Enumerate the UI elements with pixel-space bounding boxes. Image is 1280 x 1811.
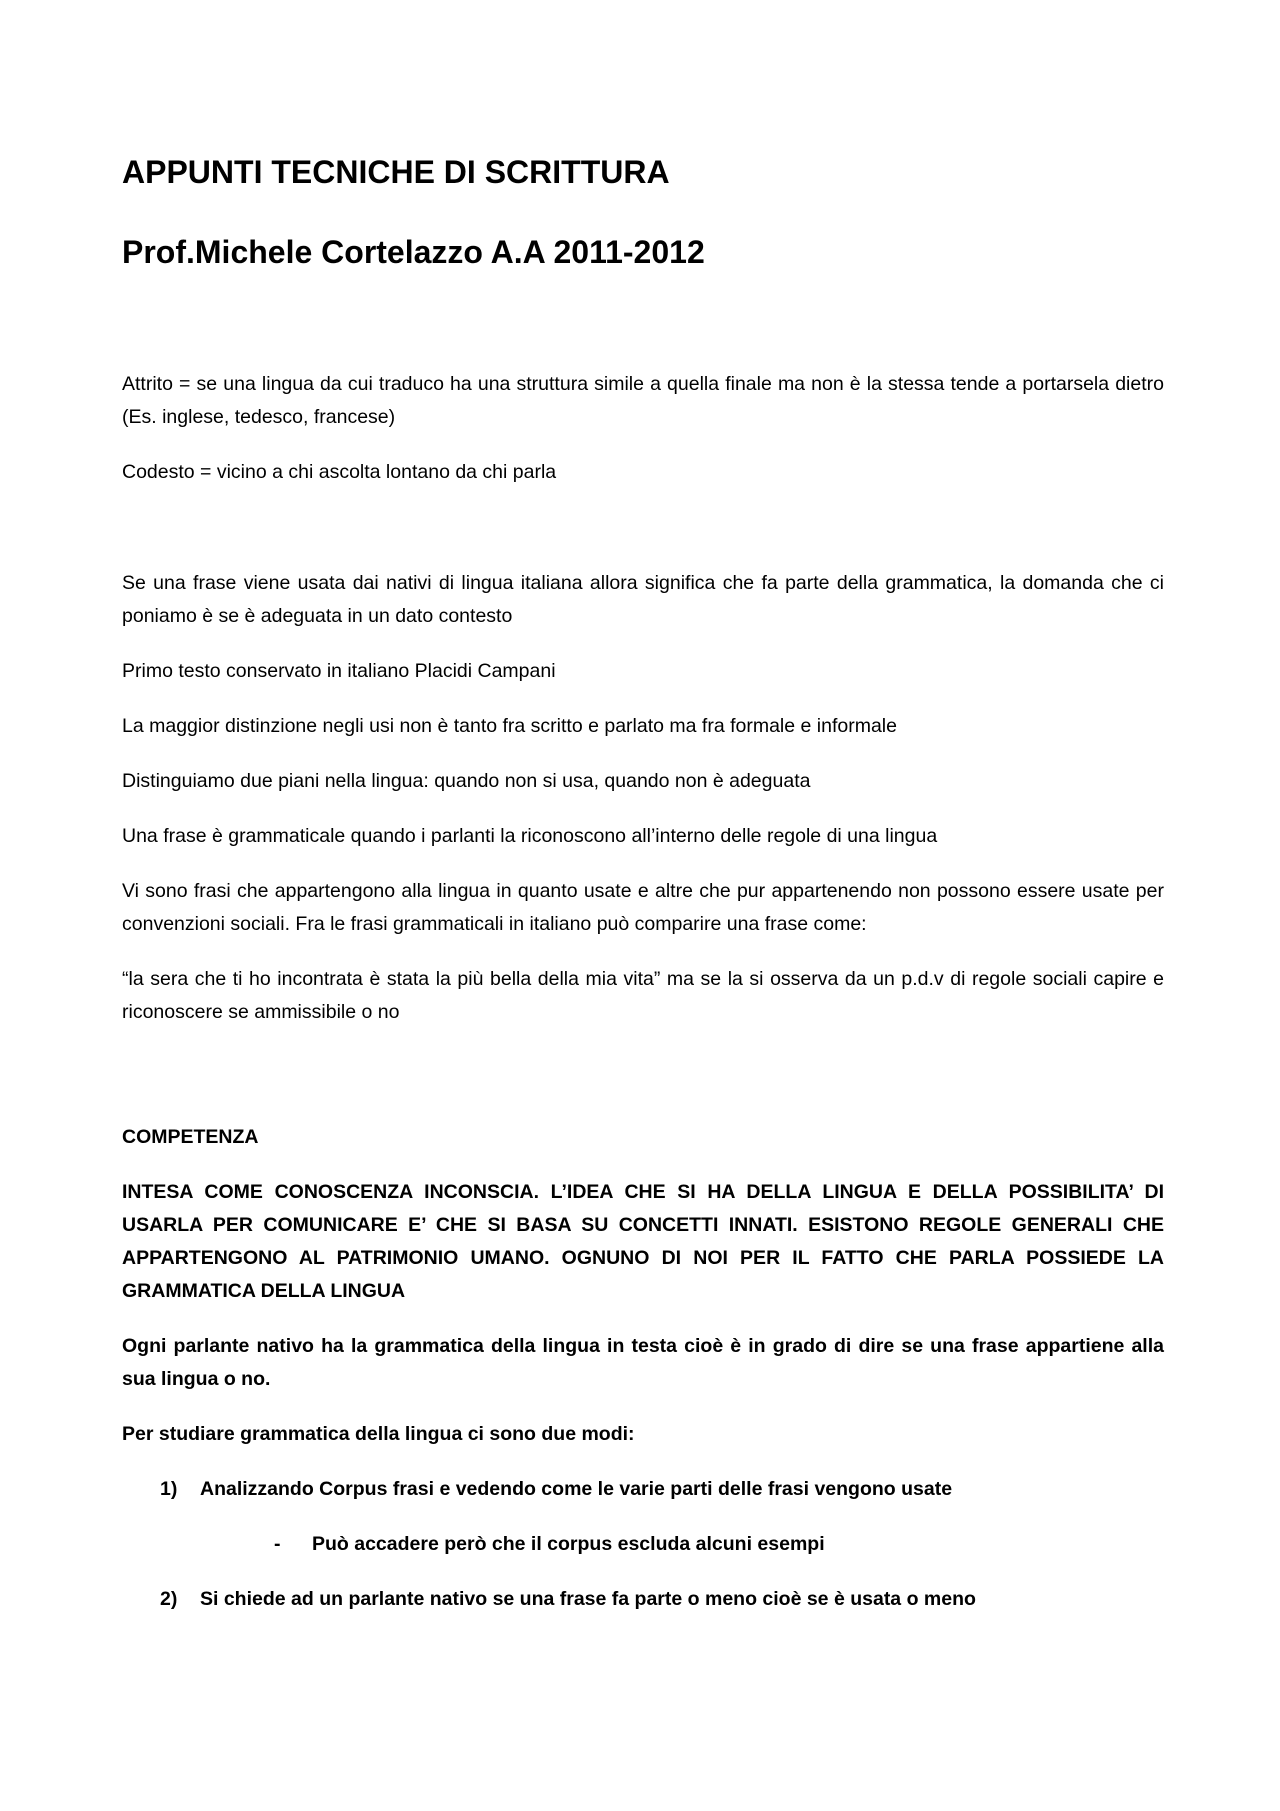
paragraph-codesto: Codesto = vicino a chi ascolta lontano da chi parla — [122, 461, 557, 483]
paragraph: Vi sono frasi che appartengono alla lingua in quanto usate e altre che pur appartenendo non possono essere usate per convenzioni sociali. Fra le frasi grammaticali in italiano può comparire una frase come: — [122, 880, 1164, 935]
paragraph: Se una frase viene usata dai nativi di lingua italiana allora significa che fa parte della grammatica, la domanda che ci poniamo è se è adeguata in un dato contesto — [122, 572, 1164, 627]
spacer — [122, 1051, 1164, 1121]
spacer — [122, 511, 1164, 567]
paragraph-native-speaker: Ogni parlante nativo ha la grammatica della lingua in testa cioè è in grado di dire se una frase appartiene alla sua lingua o no. — [122, 1335, 1164, 1390]
list-number: 1) — [160, 1478, 178, 1500]
sub-list-item-text: Può accadere però che il corpus escluda alcuni esempi — [312, 1533, 825, 1555]
paragraph-quote: “la sera che ti ho incontrata è stata la più bella della mia vita” ma se la si osserva da un p.d.v di regole sociali capire e riconoscere se ammissibile o no — [122, 968, 1164, 1023]
list-item — [122, 1583, 1164, 1616]
list-number: 2) — [160, 1588, 178, 1610]
paragraph: Distinguiamo due piani nella lingua: quando non si usa, quando non è adeguata — [122, 770, 811, 792]
paragraph: Una frase è grammaticale quando i parlanti la riconoscono all’interno delle regole di una lingua — [122, 825, 938, 847]
section-heading-competenza: COMPETENZA — [122, 1126, 259, 1148]
page-subtitle: Prof.Michele Cortelazzo A.A 2011-2012 — [122, 234, 705, 270]
list-intro: Per studiare grammatica della lingua ci sono due modi: — [122, 1423, 635, 1445]
list-item-text: Analizzando Corpus frasi e vedendo come le varie parti delle frasi vengono usate — [200, 1478, 953, 1500]
sub-list-item — [122, 1528, 1164, 1561]
paragraph: Primo testo conservato in italiano Placidi Campani — [122, 660, 556, 682]
list-item — [122, 1473, 1164, 1506]
dash-bullet: - — [274, 1533, 281, 1555]
paragraph-attrito: Attrito = se una lingua da cui traduco ha una struttura simile a quella finale ma non è la stessa tende a portarsela dietro (Es. inglese, tedesco, francese) — [122, 373, 1164, 428]
spacer — [122, 272, 1164, 368]
page-title: APPUNTI TECNICHE DI SCRITTURA — [122, 154, 670, 190]
paragraph: La maggior distinzione negli usi non è tanto fra scritto e parlato ma fra formale e informale — [122, 715, 897, 737]
list-item-text: Si chiede ad un parlante nativo se una frase fa parte o meno cioè se è usata o meno — [200, 1588, 976, 1610]
paragraph-caps: INTESA COME CONOSCENZA INCONSCIA. L’IDEA CHE SI HA DELLA LINGUA E DELLA POSSIBILITA’ DI USARLA PER COMUNICARE E’ CHE SI BASA SU CONCETTI INNATI. ESISTONO REGOLE GENERALI CHE APPARTENGONO AL PATRIMONIO UMANO. OGNUNO DI NOI PER IL FATTO CHE PARLA POSSIEDE LA GRAMMATICA DELLA LINGUA — [122, 1181, 1164, 1302]
